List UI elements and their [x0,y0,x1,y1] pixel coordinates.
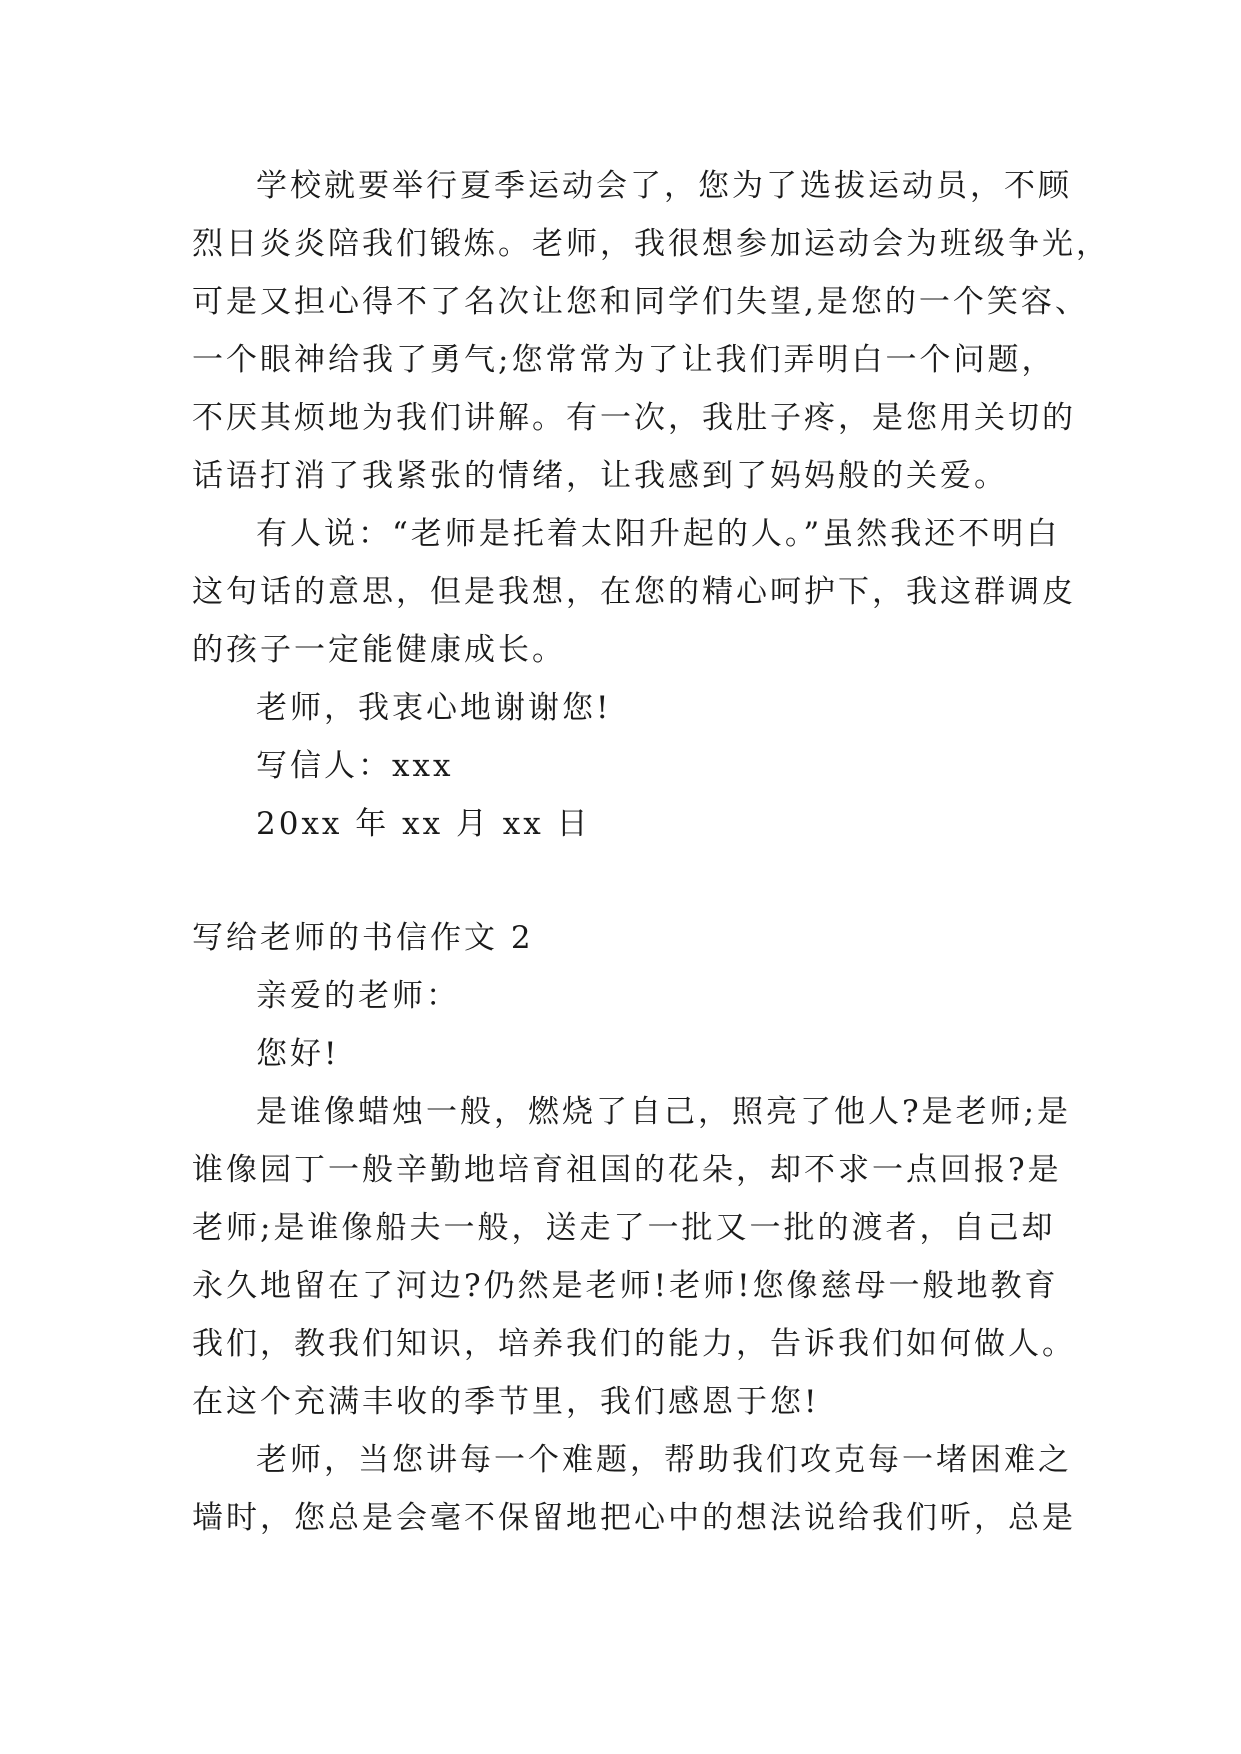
text-line: 的孩子一定能健康成长。 [192,632,566,668]
letter-date: 20xx 年 xx 月 xx 日 [256,806,591,842]
text-line: 谁像园丁一般辛勤地培育祖国的花朵，却不求一点回报?是 [192,1152,1062,1188]
text-line: 烈日炎炎陪我们锻炼。老师，我很想参加运动会为班级争光， [192,226,1110,262]
section-title: 写给老师的书信作文 2 [192,920,534,956]
text-line: 老师，当您讲每一个难题，帮助我们攻克每一堵困难之 [256,1442,1072,1478]
text-line: 可是又担心得不了名次让您和同学们失望,是您的一个笑容、 [192,284,1089,320]
text-line: 一个眼神给我了勇气;您常常为了让我们弄明白一个问题， [192,342,1056,378]
text-line: 不厌其烦地为我们讲解。有一次，我肚子疼，是您用关切的 [192,400,1076,436]
text-line: 在这个充满丰收的季节里，我们感恩于您! [192,1384,820,1420]
text-line: 永久地留在了河边?仍然是老师!老师!您像慈母一般地教育 [192,1268,1059,1304]
text-line: 墙时，您总是会毫不保留地把心中的想法说给我们听，总是 [192,1500,1076,1536]
text-line: 我们，教我们知识，培养我们的能力，告诉我们如何做人。 [192,1326,1076,1362]
text-line: 是谁像蜡烛一般，燃烧了自己，照亮了他人?是老师;是 [256,1094,1072,1130]
text-line: 老师;是谁像船夫一般，送走了一批又一批的渡者，自己却 [192,1210,1056,1246]
text-line: 话语打消了我紧张的情绪，让我感到了妈妈般的关爱。 [192,458,1008,494]
text-line: 学校就要举行夏季运动会了，您为了选拔运动员，不顾 [256,168,1072,204]
text-line: 有人说：“老师是托着太阳升起的人。”虽然我还不明白 [256,516,1061,552]
text-line: 这句话的意思，但是我想，在您的精心呵护下，我这群调皮 [192,574,1076,610]
letter-greeting: 您好! [256,1036,340,1072]
letter-salutation: 亲爱的老师： [256,978,460,1014]
letter-closing: 老师，我衷心地谢谢您! [256,690,612,726]
letter-signature: 写信人：xxx [256,748,454,784]
